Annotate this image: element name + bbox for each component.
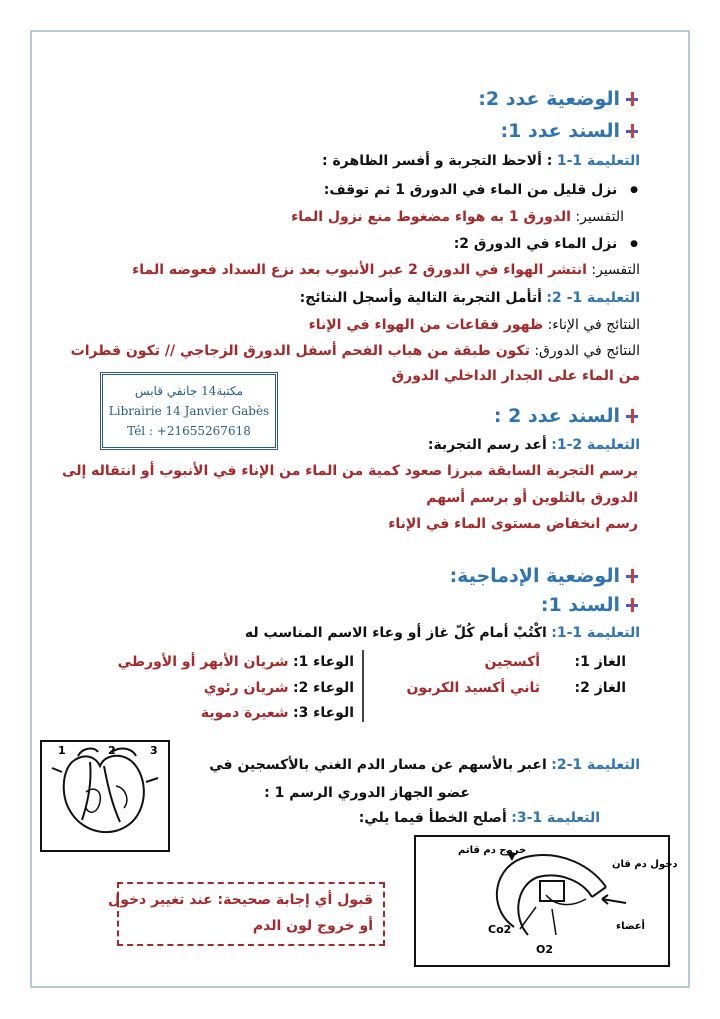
vessel-label: الوعاء 1: bbox=[292, 654, 354, 670]
drawing-answer-2: الدورق بالتلوين أو برسم أسهم bbox=[426, 490, 638, 506]
drawing-answer-3: رسم انخفاض مستوى الماء في الإناء bbox=[388, 516, 638, 532]
interpretation-text: الدورق 1 به هواء مضغوط منع نزول الماء bbox=[291, 209, 571, 225]
drawing-answer-1: يرسم التجربة السابقة مبرزا صعود كمية من الماء من الإناء في الأنبوب أو انتقاله إلى bbox=[62, 463, 638, 479]
vessel-value: شريان الأبهر أو الأورطي bbox=[117, 654, 289, 670]
vessel-1-row bbox=[118, 654, 354, 670]
instruction-text: اعبر بالأسهم عن مسار الدم الغني بالأكسجين في bbox=[209, 757, 547, 773]
instruction-1-1 bbox=[322, 153, 640, 169]
gas-value: أكسجين bbox=[484, 654, 541, 670]
organ-label-o2: O2 bbox=[536, 943, 554, 956]
vessel-label: الوعاء 3: bbox=[292, 705, 354, 721]
instruction-label: التعليمة 1-1: bbox=[551, 625, 640, 641]
observation-2-text: نزل الماء في الدورق 2: bbox=[453, 236, 618, 252]
heart-drawing bbox=[42, 742, 168, 850]
stamp-line-1: مكتبة14 جانفي قابس bbox=[134, 384, 244, 398]
integration-text: الوضعية الإدماجية: bbox=[449, 565, 620, 587]
instruction-1-2b bbox=[209, 757, 640, 773]
instruction-label: التعليمة 1-3: bbox=[511, 810, 600, 826]
note-line-1: قبول أي إجابة صحيحة: عند تغيير دخول bbox=[108, 892, 373, 908]
result-text: تكون طبقة من هباب الفحم أسفل الدورق الزجاجي // تكون قطرات bbox=[70, 343, 530, 359]
vessel-value: شريان رئوي bbox=[203, 680, 289, 696]
gas-2-row bbox=[406, 680, 626, 696]
heart-label-3: 3 bbox=[150, 744, 158, 757]
gas-value: ثاني أكسيد الكربون bbox=[406, 680, 541, 696]
organ-label-side: أعضاء bbox=[616, 921, 645, 932]
support-1-heading bbox=[501, 120, 641, 142]
acceptance-note bbox=[108, 882, 385, 946]
instruction-label: التعليمة 1- 2: bbox=[546, 290, 640, 306]
result-flask-line2: من الماء على الجدار الداخلي الدورق bbox=[391, 368, 640, 384]
vessel-label: الوعاء 2: bbox=[292, 680, 354, 696]
vessel-3-row bbox=[201, 705, 354, 721]
instruction-label: التعليمة 1-1 bbox=[556, 153, 640, 169]
instruction-label: التعليمة 2-1: bbox=[551, 437, 640, 453]
support-1b-text: السند 1: bbox=[540, 594, 620, 616]
stamp-line-2: Librairie 14 Janvier Gabès bbox=[108, 404, 270, 418]
instruction-text: أصلح الخطأ فيما يلي: bbox=[358, 810, 507, 826]
result-basin bbox=[309, 317, 640, 333]
observation-1 bbox=[324, 182, 638, 198]
heading-marker-icon bbox=[624, 597, 640, 613]
interpretation-label: التفسير: bbox=[591, 262, 640, 278]
instruction-text: أعد رسم التجربة: bbox=[427, 437, 547, 453]
support-2-heading bbox=[494, 405, 640, 427]
instruction-text: : ألاحظ التجربة و أفسر الظاهرة : bbox=[322, 153, 553, 169]
instruction-label: التعليمة 1-2: bbox=[551, 757, 640, 773]
gas-label: الغاز 2: bbox=[574, 680, 626, 696]
situation-2-heading bbox=[478, 88, 640, 110]
heading-marker-icon bbox=[624, 408, 640, 424]
interpretation-text: انتشر الهواء في الدورق 2 عبر الأنبوب بعد نزع السداد فعوضه الماء bbox=[132, 262, 587, 278]
vessel-2-row bbox=[204, 680, 354, 696]
instruction-text: اكْتُبْ أمام كُلّ غاز أو وعاء الاسم المناسب له bbox=[244, 625, 547, 641]
organ-figure bbox=[414, 835, 678, 967]
instruction-2-1 bbox=[428, 437, 640, 453]
gas-label: الغاز 1: bbox=[574, 654, 626, 670]
result-label: النتائج في الإناء: bbox=[547, 317, 640, 333]
integration-heading bbox=[450, 565, 640, 587]
instruction-1-2 bbox=[300, 290, 640, 306]
vessel-value: شعيرة دموية bbox=[200, 705, 289, 721]
instruction-1-2b-line2: عضو الجهاز الدوري الرسم 1 : bbox=[264, 785, 470, 801]
result-text: ظهور فقاعات من الهواء في الإناء bbox=[308, 317, 544, 333]
instruction-text: أتأمل التجربة التالية وأسجل النتائج: bbox=[299, 290, 542, 306]
heading-marker-icon bbox=[624, 123, 640, 139]
organ-label-out: خروج دم قاتم bbox=[458, 845, 527, 856]
support-1b-heading bbox=[541, 594, 640, 616]
situation-2-text: الوضعية عدد 2: bbox=[478, 88, 620, 110]
note-line-2: أو خروج لون الدم bbox=[252, 918, 373, 934]
organ-label-co2: Co2 bbox=[488, 923, 512, 936]
support-1-text: السند عدد 1: bbox=[500, 120, 620, 142]
organ-label-in: دخول دم قان bbox=[612, 859, 678, 870]
interpretation-label: التفسير: bbox=[575, 209, 624, 225]
stamp-line-3: Tél : +21655267618 bbox=[127, 424, 251, 438]
heart-label-2: 2 bbox=[108, 744, 116, 757]
gas-1-row bbox=[484, 654, 626, 670]
support-2-text: السند عدد 2 : bbox=[493, 405, 620, 427]
observation-1-text: نزل قليل من الماء في الدورق 1 ثم توقف: bbox=[323, 182, 618, 198]
instruction-1-1b bbox=[245, 625, 640, 641]
heading-marker-icon bbox=[624, 568, 640, 584]
instruction-1-3 bbox=[359, 810, 600, 826]
interpretation-2 bbox=[132, 262, 640, 278]
result-label: النتائج في الدورق: bbox=[534, 343, 640, 359]
interpretation-1 bbox=[291, 209, 624, 225]
heading-marker-icon bbox=[624, 91, 640, 107]
result-flask bbox=[71, 343, 640, 359]
column-divider bbox=[362, 650, 364, 722]
observation-2 bbox=[454, 236, 638, 252]
heart-label-1: 1 bbox=[58, 744, 66, 757]
bookshop-stamp bbox=[100, 372, 278, 450]
heart-figure bbox=[40, 740, 170, 852]
